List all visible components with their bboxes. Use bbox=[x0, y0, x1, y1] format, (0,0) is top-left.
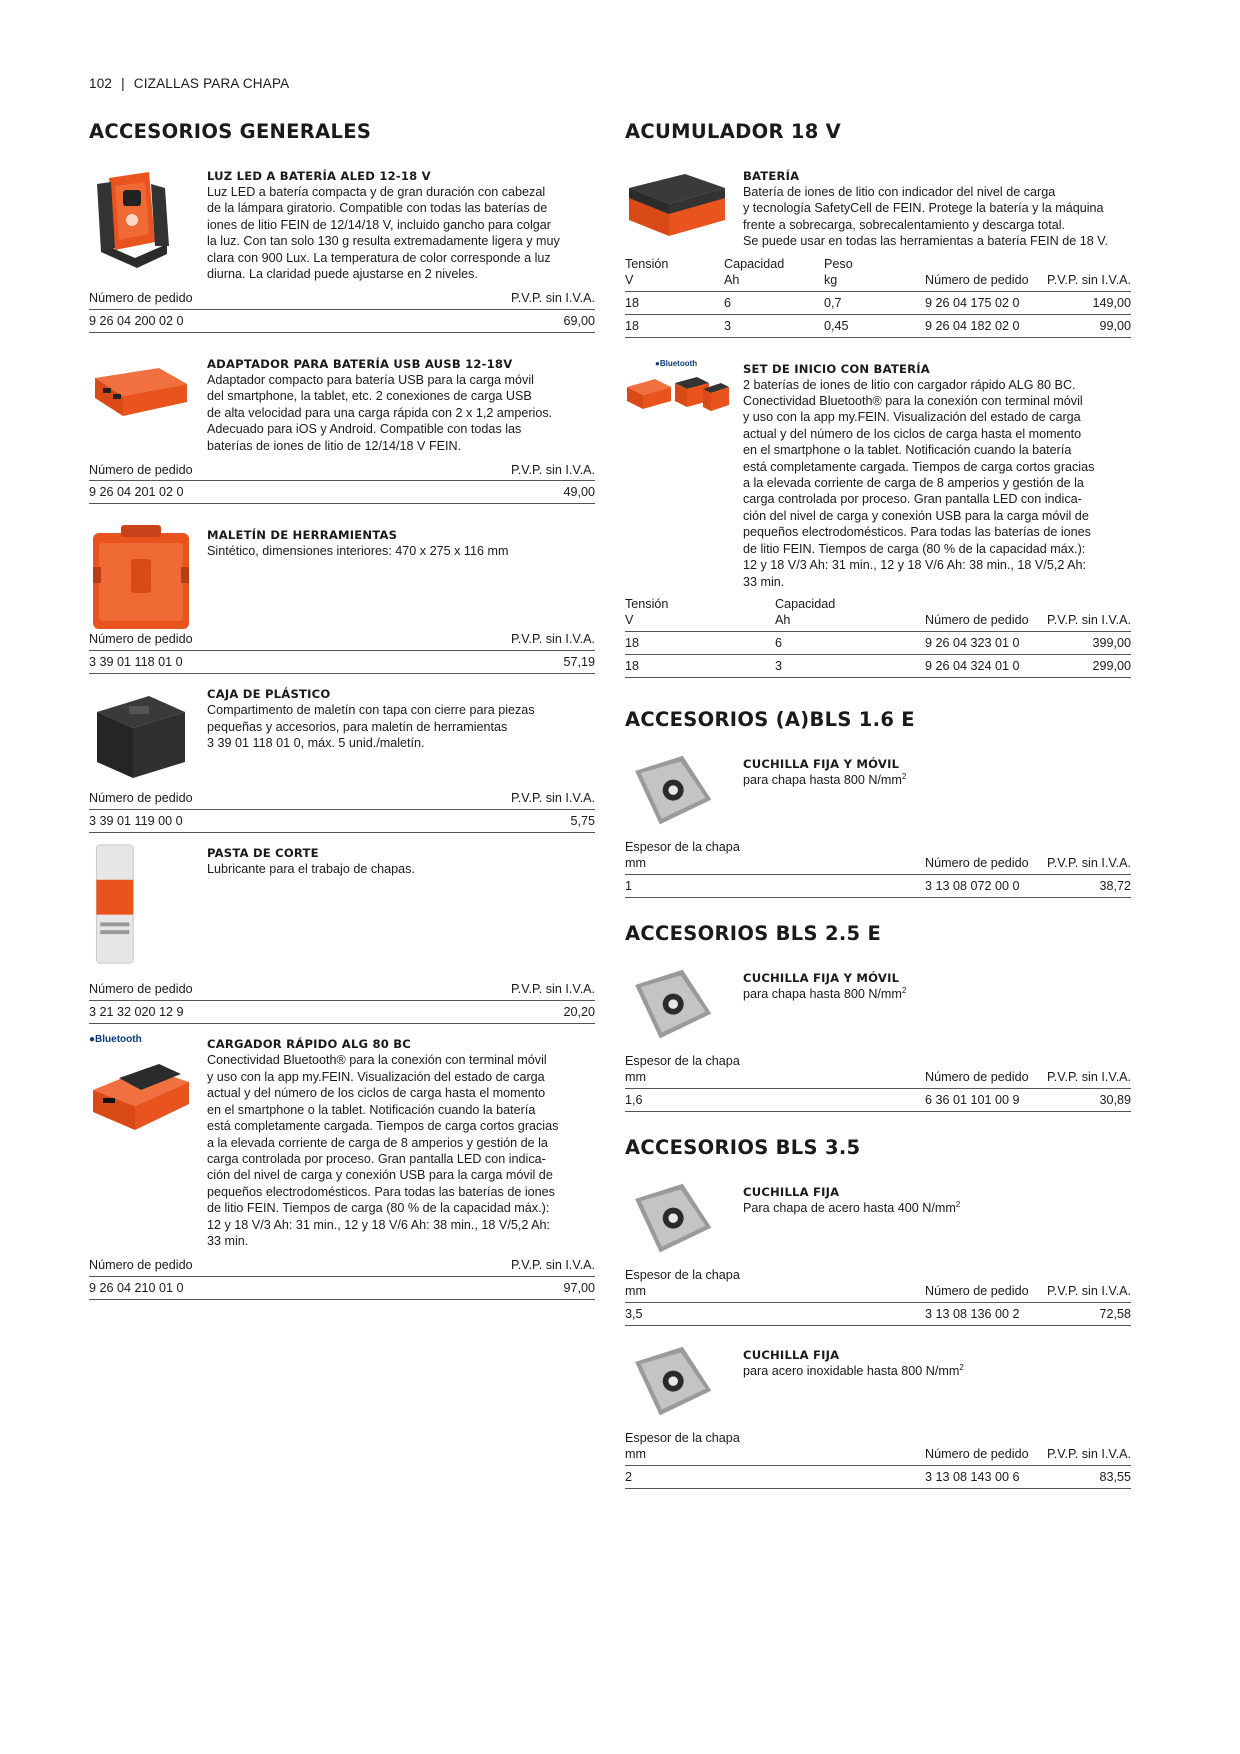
col-price-label: P.V.P. sin I.V.A. bbox=[510, 291, 595, 306]
col-price-label: P.V.P. sin I.V.A. bbox=[1046, 1070, 1131, 1085]
page-number: 102 bbox=[89, 76, 113, 91]
order-number: 3 13 08 072 00 0 bbox=[925, 878, 1020, 893]
col-price-label: P.V.P. sin I.V.A. bbox=[510, 982, 595, 997]
product-aled bbox=[89, 168, 595, 333]
product-description bbox=[743, 772, 1131, 788]
table-header-row-2 bbox=[625, 1446, 1131, 1466]
order-number: 9 26 04 210 01 0 bbox=[89, 1280, 184, 1295]
blade-image bbox=[625, 752, 729, 832]
blade-table bbox=[625, 1053, 1131, 1112]
table-header-row-2 bbox=[625, 1283, 1131, 1303]
product-description bbox=[743, 986, 1131, 1002]
charger-image bbox=[89, 1050, 193, 1140]
product-description: Batería de iones de litio con indicador del nivel de carga y tecnología SafetyCell de FEIN. Protege la batería y la máquina frente a sobrecarga, sobrecalentamiento y descarga total. Se puede usar en todas las herramientas a batería FEIN de 18 V. bbox=[743, 185, 1108, 249]
col-price-label: P.V.P. sin I.V.A. bbox=[510, 1258, 595, 1273]
product-description bbox=[743, 1363, 1131, 1379]
price: 149,00 bbox=[1092, 295, 1131, 310]
product-maletin bbox=[89, 527, 595, 669]
col-thickness-unit: mm bbox=[625, 1070, 646, 1085]
product-set-inicio bbox=[625, 358, 1131, 678]
product-bateria bbox=[625, 168, 1131, 338]
product-abls16-blade bbox=[625, 756, 1131, 893]
product-title: SET DE INICIO CON BATERÍA bbox=[743, 361, 930, 376]
product-description: Sintético, dimensiones interiores: 470 x 275 x 116 mm bbox=[207, 544, 509, 559]
col-order-label: Número de pedido bbox=[925, 613, 1029, 628]
blade-table bbox=[625, 1430, 1131, 1489]
desc-superscript: 2 bbox=[901, 985, 907, 995]
bluetooth-badge: ●Bluetooth bbox=[89, 1034, 142, 1046]
col-price-label: P.V.P. sin I.V.A. bbox=[510, 632, 595, 647]
table-row bbox=[89, 481, 595, 504]
blade-image bbox=[625, 1180, 729, 1260]
col-tension-unit: V bbox=[625, 613, 634, 628]
table-row bbox=[625, 1466, 1131, 1489]
order-table bbox=[89, 790, 595, 833]
order-table bbox=[89, 462, 595, 505]
col-thickness: Espesor de la chapa bbox=[625, 839, 740, 854]
table-header-row-1 bbox=[625, 256, 1131, 273]
price: 83,55 bbox=[1099, 1469, 1131, 1484]
desc-text: para chapa hasta 800 N/mm bbox=[743, 772, 902, 787]
desc-text: Para chapa de acero hasta 400 N/mm bbox=[743, 1200, 956, 1215]
bluetooth-icon: ● bbox=[655, 358, 660, 368]
cell-peso: 0,7 bbox=[824, 295, 842, 310]
table-row bbox=[625, 632, 1131, 655]
col-price-label: P.V.P. sin I.V.A. bbox=[1046, 1447, 1131, 1462]
col-price-label: P.V.P. sin I.V.A. bbox=[1046, 1284, 1131, 1299]
set-table bbox=[625, 596, 1131, 678]
order-number: 9 26 04 200 02 0 bbox=[89, 313, 184, 328]
col-capacidad-unit: Ah bbox=[724, 273, 740, 288]
product-description: Luz LED a batería compacta y de gran duración con cabezal de la lámpara giratorio. Compatible con todas las baterías de iones de litio FEIN de 12/14/18 V, incluido gancho para colgar la luz. Con tan solo 130 g resulta extremadamente ligera y muy clara con 900 Lux. La temperatura de color corresponde a luz diurna. La claridad puede ajustarse en 2 niveles. bbox=[207, 185, 560, 282]
table-header bbox=[89, 1257, 595, 1277]
col-order-label: Número de pedido bbox=[925, 1284, 1029, 1299]
product-description: 2 baterías de iones de litio con cargador rápido ALG 80 BC. Conectividad Bluetooth® para la conexión con terminal móvil y uso con la app my.FEIN. Visualización del estado de carga actual y del número de los ciclos de carga hasta el momento en el smartphone o la tablet. Notificación cuando la batería está completamente cargada. Tiempos de carga cortos gracias a la elevada corriente de carga de 8 amperios y gestión de la carga controlada por proceso. Gran pantalla LED con indica- ción del nivel de carga y conexión USB para la carga móvil de pequeños electrodomésticos. Para todas las baterías de iones de litio FEIN. Tiempos de carga (80 % de la capacidad máx.): 12 y 18 V/3 Ah: 31 min., 12 y 18 V/6 Ah: 38 min., 18 V/5,2 Ah: 33 min. bbox=[743, 377, 1095, 589]
order-table bbox=[89, 631, 595, 674]
cell-capacidad: 3 bbox=[724, 318, 732, 333]
product-title: CARGADOR RÁPIDO ALG 80 BC bbox=[207, 1037, 411, 1052]
table-row bbox=[89, 310, 595, 333]
header-separator: | bbox=[121, 76, 125, 91]
bluetooth-label: Bluetooth bbox=[659, 358, 698, 368]
order-table bbox=[89, 290, 595, 333]
product-ausb bbox=[89, 356, 595, 505]
table-row bbox=[625, 292, 1131, 315]
col-peso: Peso bbox=[824, 256, 853, 271]
cell-tension: 18 bbox=[625, 318, 640, 333]
desc-superscript: 2 bbox=[959, 1362, 964, 1372]
blade-table bbox=[625, 1267, 1131, 1326]
price: 5,75 bbox=[570, 813, 595, 828]
cell-thickness: 1 bbox=[625, 878, 633, 893]
table-row bbox=[625, 875, 1131, 898]
table-row bbox=[625, 315, 1131, 338]
table-header bbox=[89, 462, 595, 482]
price: 57,19 bbox=[563, 654, 595, 669]
cell-tension: 18 bbox=[625, 635, 640, 650]
table-header-row-2 bbox=[625, 1069, 1131, 1089]
order-number: 3 21 32 020 12 9 bbox=[89, 1004, 184, 1019]
col-price-label: P.V.P. sin I.V.A. bbox=[1046, 273, 1131, 288]
heading-acumulador: ACUMULADOR 18 V bbox=[625, 120, 842, 143]
product-caja bbox=[89, 686, 595, 828]
price: 20,20 bbox=[563, 1004, 595, 1019]
col-thickness-unit: mm bbox=[625, 1284, 646, 1299]
product-title: CUCHILLA FIJA bbox=[743, 1184, 840, 1199]
col-thickness-unit: mm bbox=[625, 1447, 646, 1462]
col-order-label: Número de pedido bbox=[89, 982, 193, 997]
order-number: 3 39 01 118 01 0 bbox=[89, 654, 183, 669]
table-row bbox=[625, 1303, 1131, 1326]
cutting-paste-image bbox=[89, 841, 193, 967]
order-table bbox=[89, 981, 595, 1024]
cell-thickness: 3,5 bbox=[625, 1306, 643, 1321]
col-capacidad: Capacidad bbox=[775, 596, 836, 611]
table-row bbox=[625, 655, 1131, 678]
product-title: CUCHILLA FIJA Y MÓVIL bbox=[743, 970, 900, 985]
usb-adapter-image bbox=[89, 362, 193, 422]
heading-accesorios-generales: ACCESORIOS GENERALES bbox=[89, 120, 372, 143]
product-title: CUCHILLA FIJA bbox=[743, 1347, 840, 1362]
order-number: 6 36 01 101 00 9 bbox=[925, 1092, 1020, 1107]
col-order-label: Número de pedido bbox=[925, 273, 1029, 288]
col-thickness-unit: mm bbox=[625, 856, 646, 871]
col-order-label: Número de pedido bbox=[89, 791, 193, 806]
plastic-box-image bbox=[89, 682, 193, 782]
blade-image bbox=[625, 1343, 729, 1423]
table-header-row-1 bbox=[625, 1430, 1131, 1447]
cell-thickness: 1,6 bbox=[625, 1092, 643, 1107]
table-header-row-1 bbox=[625, 1267, 1131, 1284]
col-thickness: Espesor de la chapa bbox=[625, 1053, 740, 1068]
col-tension: Tensión bbox=[625, 596, 669, 611]
table-header bbox=[89, 790, 595, 810]
table-header-row-2 bbox=[625, 272, 1131, 292]
bluetooth-icon: ● bbox=[89, 1034, 96, 1046]
price: 99,00 bbox=[1099, 318, 1131, 333]
battery-image bbox=[625, 166, 729, 242]
cell-capacidad: 3 bbox=[775, 658, 783, 673]
product-description: Conectividad Bluetooth® para la conexión con terminal móvil y uso con la app my.FEIN. Visualización del estado de carga actual y del número de los ciclos de carga hasta el momento en el smartphone o la tablet. Notificación cuando la batería está completamente cargada. Tiempos de carga cortos gracias a la elevada corriente de carga de 8 amperios y gestión de la carga controlada por proceso. Gran pantalla LED con indica- ción del nivel de carga y conexión USB para la carga móvil de pequeños electrodomésticos. Para todas las baterías de iones de litio FEIN. Tiempos de carga (80 % de la capacidad máx.): 12 y 18 V/3 Ah: 31 min., 12 y 18 V/6 Ah: 38 min., 18 V/5,2 Ah: 33 min. bbox=[207, 1053, 559, 1248]
desc-text: para acero inoxidable hasta 800 N/mm bbox=[743, 1363, 960, 1378]
col-order-label: Número de pedido bbox=[89, 632, 193, 647]
col-order-label: Número de pedido bbox=[925, 1447, 1029, 1462]
price: 49,00 bbox=[563, 485, 595, 500]
table-row bbox=[625, 1089, 1131, 1112]
table-row bbox=[89, 651, 595, 674]
table-header bbox=[89, 290, 595, 310]
order-number: 9 26 04 201 02 0 bbox=[89, 485, 184, 500]
left-column bbox=[89, 118, 595, 1300]
table-row bbox=[89, 1277, 595, 1300]
price: 30,89 bbox=[1099, 1092, 1131, 1107]
product-title: LUZ LED A BATERÍA ALED 12-18 V bbox=[207, 169, 431, 183]
cell-tension: 18 bbox=[625, 295, 640, 310]
col-thickness: Espesor de la chapa bbox=[625, 1267, 740, 1282]
table-row bbox=[89, 1001, 595, 1024]
col-tension-unit: V bbox=[625, 273, 634, 288]
desc-text: para chapa hasta 800 N/mm bbox=[743, 986, 902, 1001]
table-header-row-2 bbox=[625, 612, 1131, 632]
table-header-row-2 bbox=[625, 855, 1131, 875]
product-description bbox=[743, 1200, 1131, 1216]
page-header bbox=[89, 76, 289, 91]
product-description: Lubricante para el trabajo de chapas. bbox=[207, 862, 415, 877]
starter-set-image bbox=[625, 367, 729, 417]
col-order-label: Número de pedido bbox=[925, 1070, 1029, 1085]
cell-capacidad: 6 bbox=[724, 295, 732, 310]
section-title: CIZALLAS PARA CHAPA bbox=[133, 76, 290, 91]
col-order-label: Número de pedido bbox=[89, 291, 193, 306]
price: 299,00 bbox=[1092, 658, 1131, 673]
col-thickness: Espesor de la chapa bbox=[625, 1430, 740, 1445]
product-bls25-blade bbox=[625, 970, 1131, 1107]
product-pasta bbox=[89, 845, 595, 1019]
blade-image bbox=[625, 966, 729, 1046]
product-description: Adaptador compacto para batería USB para la carga móvil del smartphone, la tablet, etc. 2 conexiones de carga USB de alta velocidad para una carga rápida con 2 x 1,2 amperios. Adecuado para iOS y Android. Compatible con todas las baterías de iones de litio de 12/14/18 V FEIN. bbox=[207, 372, 553, 453]
col-peso-unit: kg bbox=[824, 273, 838, 288]
col-order-label: Número de pedido bbox=[925, 856, 1029, 871]
price: 69,00 bbox=[563, 313, 595, 328]
table-header-row-1 bbox=[625, 1053, 1131, 1070]
table-header-row-1 bbox=[625, 596, 1131, 613]
product-title: ADAPTADOR PARA BATERÍA USB AUSB 12-18V bbox=[207, 356, 513, 371]
cell-thickness: 2 bbox=[625, 1469, 633, 1484]
table-header-row-1 bbox=[625, 839, 1131, 856]
col-price-label: P.V.P. sin I.V.A. bbox=[510, 791, 595, 806]
col-order-label: Número de pedido bbox=[89, 462, 193, 477]
led-light-image bbox=[89, 164, 193, 274]
price: 97,00 bbox=[563, 1280, 595, 1295]
product-alg80bc bbox=[89, 1036, 595, 1299]
order-number: 9 26 04 324 01 0 bbox=[925, 658, 1020, 673]
col-capacidad: Capacidad bbox=[724, 256, 785, 271]
product-title: PASTA DE CORTE bbox=[207, 846, 319, 861]
price: 72,58 bbox=[1099, 1306, 1131, 1321]
col-order-label: Número de pedido bbox=[89, 1258, 193, 1273]
product-bls35-blade-2 bbox=[625, 1347, 1131, 1484]
price: 399,00 bbox=[1092, 635, 1131, 650]
price: 38,72 bbox=[1099, 878, 1131, 893]
product-title: CUCHILLA FIJA Y MÓVIL bbox=[743, 756, 900, 771]
heading-bls25: ACCESORIOS BLS 2.5 E bbox=[625, 921, 882, 945]
table-header bbox=[89, 631, 595, 651]
col-price-label: P.V.P. sin I.V.A. bbox=[1046, 613, 1131, 628]
table-row bbox=[89, 810, 595, 833]
order-number: 3 13 08 136 00 2 bbox=[925, 1306, 1020, 1321]
product-description: Compartimento de maletín con tapa con cierre para piezas pequeñas y accesorios, para maletín de herramientas 3 39 01 118 01 0, máx. 5 unid./maletín. bbox=[207, 703, 535, 751]
product-title: CAJA DE PLÁSTICO bbox=[207, 687, 331, 702]
heading-bls35: ACCESORIOS BLS 3.5 bbox=[625, 1135, 861, 1159]
col-price-label: P.V.P. sin I.V.A. bbox=[1046, 856, 1131, 871]
order-number: 3 13 08 143 00 6 bbox=[925, 1469, 1020, 1484]
product-title: BATERÍA bbox=[743, 169, 800, 183]
cell-capacidad: 6 bbox=[775, 635, 783, 650]
order-number: 9 26 04 182 02 0 bbox=[925, 318, 1020, 333]
order-table bbox=[89, 1257, 595, 1300]
desc-superscript: 2 bbox=[955, 1199, 961, 1209]
col-price-label: P.V.P. sin I.V.A. bbox=[510, 462, 595, 477]
cell-peso: 0,45 bbox=[824, 318, 849, 333]
order-number: 9 26 04 175 02 0 bbox=[925, 295, 1020, 310]
col-tension: Tensión bbox=[625, 256, 669, 271]
col-capacidad-unit: Ah bbox=[775, 613, 791, 628]
table-header bbox=[89, 981, 595, 1001]
desc-superscript: 2 bbox=[901, 771, 907, 781]
order-number: 9 26 04 323 01 0 bbox=[925, 635, 1020, 650]
battery-table bbox=[625, 256, 1131, 338]
tool-case-image bbox=[89, 523, 193, 633]
product-bls35-blade-1 bbox=[625, 1184, 1131, 1321]
product-title: MALETÍN DE HERRAMIENTAS bbox=[207, 528, 398, 543]
cell-tension: 18 bbox=[625, 658, 640, 673]
heading-abls16: ACCESORIOS (A)BLS 1.6 E bbox=[625, 707, 915, 731]
right-column bbox=[625, 118, 1131, 1484]
order-number: 3 39 01 119 00 0 bbox=[89, 813, 183, 828]
blade-table bbox=[625, 839, 1131, 898]
